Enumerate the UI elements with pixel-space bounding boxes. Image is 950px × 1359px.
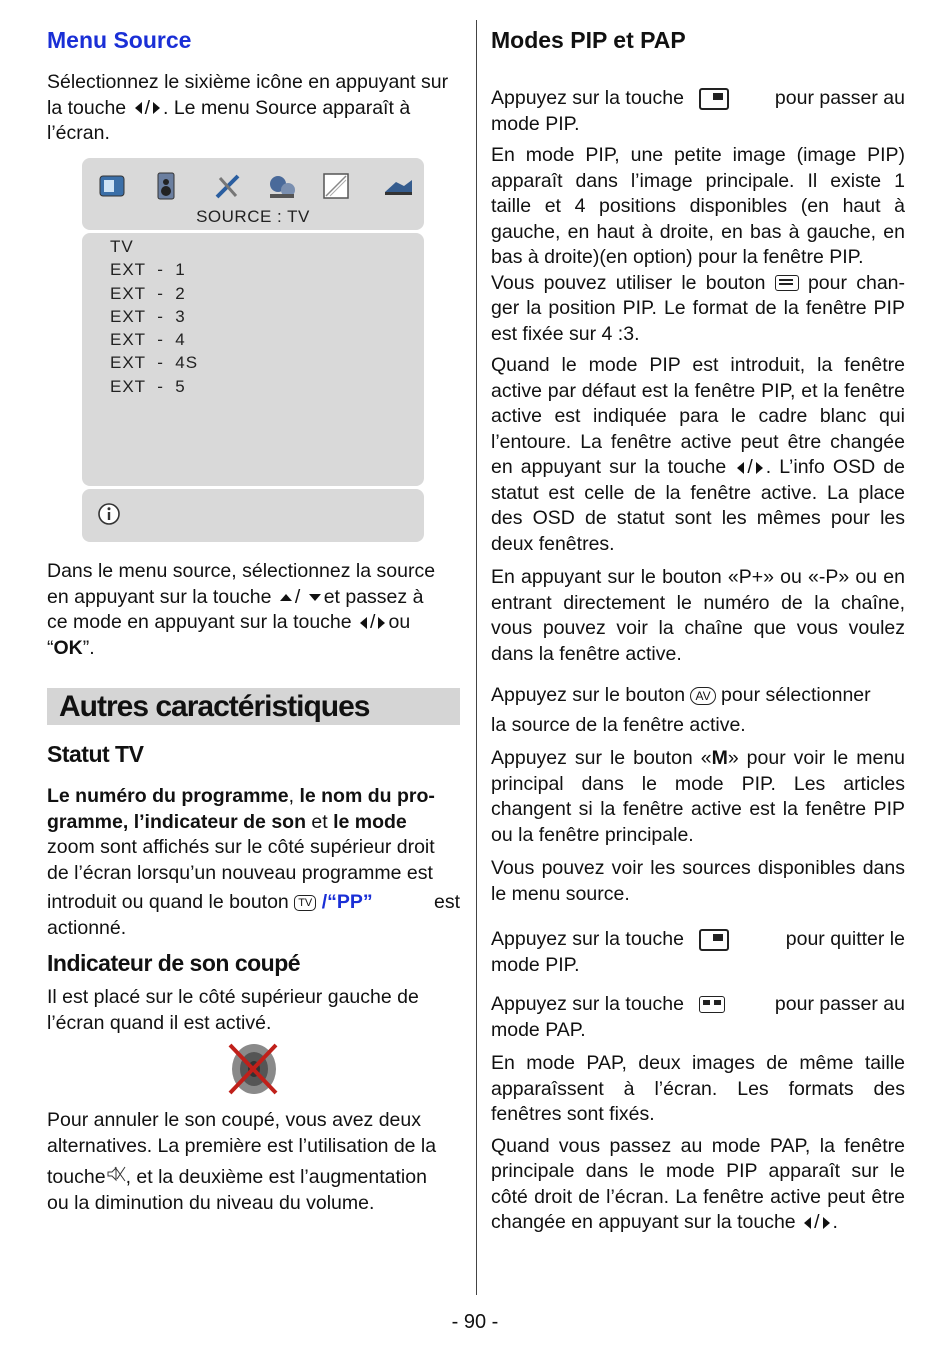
av-button-icon: AV: [690, 687, 715, 705]
section-banner: [47, 688, 460, 725]
picture-icon: [96, 170, 128, 202]
left-arrow-icon: [737, 462, 744, 474]
source-menu-footer: [82, 489, 424, 542]
column-divider: [476, 20, 477, 1295]
statut-line-4: de l’écran lorsqu’un nouveau programme est: [47, 861, 433, 884]
pip-paragraph-6-end: la source de la fenêtre active.: [491, 713, 746, 736]
menu-source-title: Menu Source: [47, 27, 192, 53]
plain-text: Appuyez sur la touche: [491, 928, 684, 950]
intro-line-3: l’écran.: [47, 122, 110, 144]
statut-line-6: actionné.: [47, 916, 127, 939]
intro-text: la touche: [47, 96, 127, 119]
right-arrow-icon: [153, 102, 160, 114]
pip-paragraph-9-end: mode PIP.: [491, 953, 580, 976]
pip-key-inner: [713, 93, 723, 100]
right-arrow-icon: [756, 462, 763, 474]
source-item-tv[interactable]: TV: [110, 237, 134, 256]
intro-line-1: Sélectionnez le sixième icône en appuyant sur: [47, 71, 449, 93]
left-arrow-icon: [360, 617, 367, 629]
source-text: et passez à: [323, 585, 424, 608]
cancel-line-4: ou la diminution du niveau du volume.: [47, 1191, 375, 1214]
mute-speaker-icon: [224, 1041, 282, 1097]
intro-text: . Le menu Source apparaît à: [163, 96, 411, 119]
mute-line-2: l’écran quand il est activé.: [47, 1011, 272, 1034]
key-lines: [779, 279, 793, 281]
plain-text: » pour voir le menu principal dans le mode PIP. Les articles changent si la fenêtre active est la fenêtre PIP ou la fenêtre principale.: [491, 747, 906, 846]
plain-text: pour passer au: [774, 87, 905, 109]
bold-text: le mode: [333, 810, 407, 833]
tools-icon: [212, 170, 244, 202]
statut-line-2: [47, 810, 460, 836]
pip-position-key-icon: [775, 275, 799, 291]
plain-text: touche: [47, 1166, 106, 1188]
pip-paragraph-5: En appuyant sur le bouton «P+» ou «-P» ou en entrant directement le numéro de la chaîne, vous pouvez voir la chaîne que vous voulez dans la fenêtre active.: [491, 566, 905, 665]
menu-source-intro: [47, 70, 460, 147]
source-item-ext4s[interactable]: EXT - 4S: [110, 353, 199, 373]
plain-text: Appuyez sur le bouton «: [491, 747, 712, 769]
source-menu-list: [110, 235, 198, 398]
pip-pap-title: Modes PIP et PAP: [491, 27, 686, 53]
source-instructions: [47, 559, 460, 661]
source-text: en appuyant sur la touche: [47, 585, 272, 608]
plain-text: Appuyez sur le bouton: [491, 684, 686, 706]
m-key-label: M: [711, 747, 728, 769]
intro-line-2: [47, 96, 460, 122]
right-arrow-icon: [378, 617, 385, 629]
install-icon: [266, 170, 298, 202]
plain-text: pour quitter le: [785, 928, 905, 950]
tv-button-icon: TV: [294, 895, 316, 911]
mute-indicator-title: Indicateur de son coupé: [47, 950, 301, 976]
pap-key-inner-right: [714, 1000, 721, 1005]
mute-line-1: Il est placé sur le côté supérieur gauche de: [47, 986, 419, 1008]
statut-line-3: zoom sont affichés sur le côté supérieur droit: [47, 836, 435, 858]
source-line-1: Dans le menu source, sélectionnez la source: [47, 560, 436, 582]
plain-text: Appuyez sur la touche: [491, 87, 684, 109]
plain-text: ,: [288, 785, 300, 807]
source-line-3: [47, 610, 460, 636]
bold-text: le nom du pro-: [299, 785, 435, 807]
mute-text: [47, 985, 460, 1036]
cancel-line-3: [47, 1165, 460, 1191]
source-item-ext2[interactable]: EXT - 2: [110, 283, 186, 303]
slash: /: [144, 96, 150, 119]
pip-key-inner: [713, 934, 723, 941]
cancel-line-1: Pour annuler le son coupé, vous avez deux: [47, 1109, 421, 1131]
left-arrow-icon: [135, 102, 142, 114]
source-text: ce mode en appuyant sur la touche: [47, 611, 352, 633]
bold-text: Le numéro du programme: [47, 785, 289, 807]
pip-paragraph-10: [491, 992, 905, 1018]
features-icon: [382, 170, 414, 202]
source-item-ext4[interactable]: EXT - 4: [110, 330, 186, 350]
pip-paragraph-4: [491, 353, 905, 557]
pip-paragraph-12: [491, 1134, 905, 1236]
plain-text: Appuyez sur la touche: [491, 993, 684, 1015]
quote: “: [47, 636, 54, 659]
plain-text: Vous pouvez utiliser le bouton: [491, 271, 766, 294]
mute-key-icon: [106, 1165, 126, 1183]
left-arrow-icon: [804, 1217, 811, 1229]
source-text: ou: [388, 611, 411, 633]
plain-text: est: [433, 891, 460, 913]
right-arrow-icon: [823, 1217, 830, 1229]
pip-paragraph-3: [491, 271, 905, 348]
pip-exit-key-icon: [699, 929, 729, 951]
quote: ”.: [82, 636, 95, 659]
pip-paragraph-6: [491, 683, 905, 709]
up-arrow-icon: [280, 594, 292, 601]
source-line-4: [47, 636, 460, 662]
plain-text: pour passer au: [774, 993, 905, 1015]
pip-paragraph-1: [491, 86, 905, 112]
pip-paragraph-7: [491, 746, 905, 848]
slash: /: [370, 611, 376, 633]
plain-text: Quand vous passez au mode PAP, la fenêtre principale dans le mode PIP apparaît sur le côté droit de l’écran. La fenêtre active peut être changée en appuyant sur la touche: [491, 1134, 905, 1233]
ok-key-label: OK: [53, 636, 83, 659]
pip-key-icon: [699, 88, 729, 110]
pap-key-inner-left: [703, 1000, 710, 1005]
bold-text: gramme, l’indicateur de son: [47, 810, 306, 833]
banner-title: Autres caractéristiques: [59, 690, 370, 723]
pip-pap-body: [491, 86, 905, 1236]
plain-text: , et la deuxième est l’augmentation: [125, 1166, 427, 1188]
down-arrow-icon: [309, 594, 321, 601]
slash: /: [814, 1211, 820, 1233]
source-item-ext5[interactable]: EXT - 5: [110, 376, 186, 396]
statut-line-5: [47, 890, 460, 916]
pip-paragraph-10-end: mode PAP.: [491, 1018, 586, 1041]
plain-text: introduit ou quand le bouton: [47, 891, 289, 913]
plain-text: et: [305, 810, 334, 833]
plain-text: . L’info OSD de statut est celle de la fenêtre active. La place des OSD de statut sont les mêmes pour les deux fenêtres.: [491, 456, 905, 555]
source-line-2: [47, 585, 460, 611]
plain-text: Quand le mode PIP est introduit, la fenêtre active par défaut est la fenêtre PIP, et la fenêtre active est indiquée para le cadre blanc qui l’entoure. La fenêtre active peut être changée en appuyant sur la touche: [491, 354, 905, 478]
cancel-line-2: alternatives. La première est l’utilisation de la: [47, 1134, 437, 1157]
source-item-ext3[interactable]: EXT - 3: [110, 306, 186, 326]
cancel-mute-text: [47, 1108, 460, 1216]
slash: /: [747, 456, 753, 478]
pip-paragraph-8: Vous pouvez voir les sources disponibles dans le menu source.: [491, 857, 905, 905]
statut-text: [47, 784, 460, 941]
pp-key-label: /“PP”: [321, 891, 373, 913]
plain-text: pour chan-: [807, 271, 906, 294]
slash: /: [294, 585, 301, 608]
speaker-icon: [150, 170, 182, 202]
plain-text: pour sélectionner: [721, 684, 871, 706]
pip-paragraph-9: [491, 927, 905, 953]
plain-text: .: [832, 1211, 838, 1233]
statut-tv-title: Statut TV: [47, 741, 144, 767]
pip-paragraph-2: En mode PIP, une petite image (image PIP) apparaît dans l’image principale. Il existe 1 taille et 4 positions disponibles (en haut à gauche, en haut à droite, en bas à gauche, en bas à droite)(en option) pour la fenêtre PIP.: [491, 144, 905, 268]
pip-paragraph-11: En mode PAP, deux images de même taille apparaîssent à l’écran. Les formats des fenêtres sont fixés.: [491, 1052, 905, 1125]
pap-key-icon: [699, 996, 725, 1013]
page-number: - 90 -: [451, 1311, 499, 1333]
info-icon: [97, 502, 121, 526]
source-menu-title: SOURCE : TV: [196, 207, 310, 226]
statut-line-1: [47, 784, 460, 810]
plain-text: ger la position PIP. Le format de la fenêtre PIP est fixée sur 4 :3.: [491, 297, 905, 345]
pip-paragraph-1-end: mode PIP.: [491, 112, 580, 135]
source-icon: [320, 170, 352, 202]
source-item-ext1[interactable]: EXT - 1: [110, 260, 186, 280]
